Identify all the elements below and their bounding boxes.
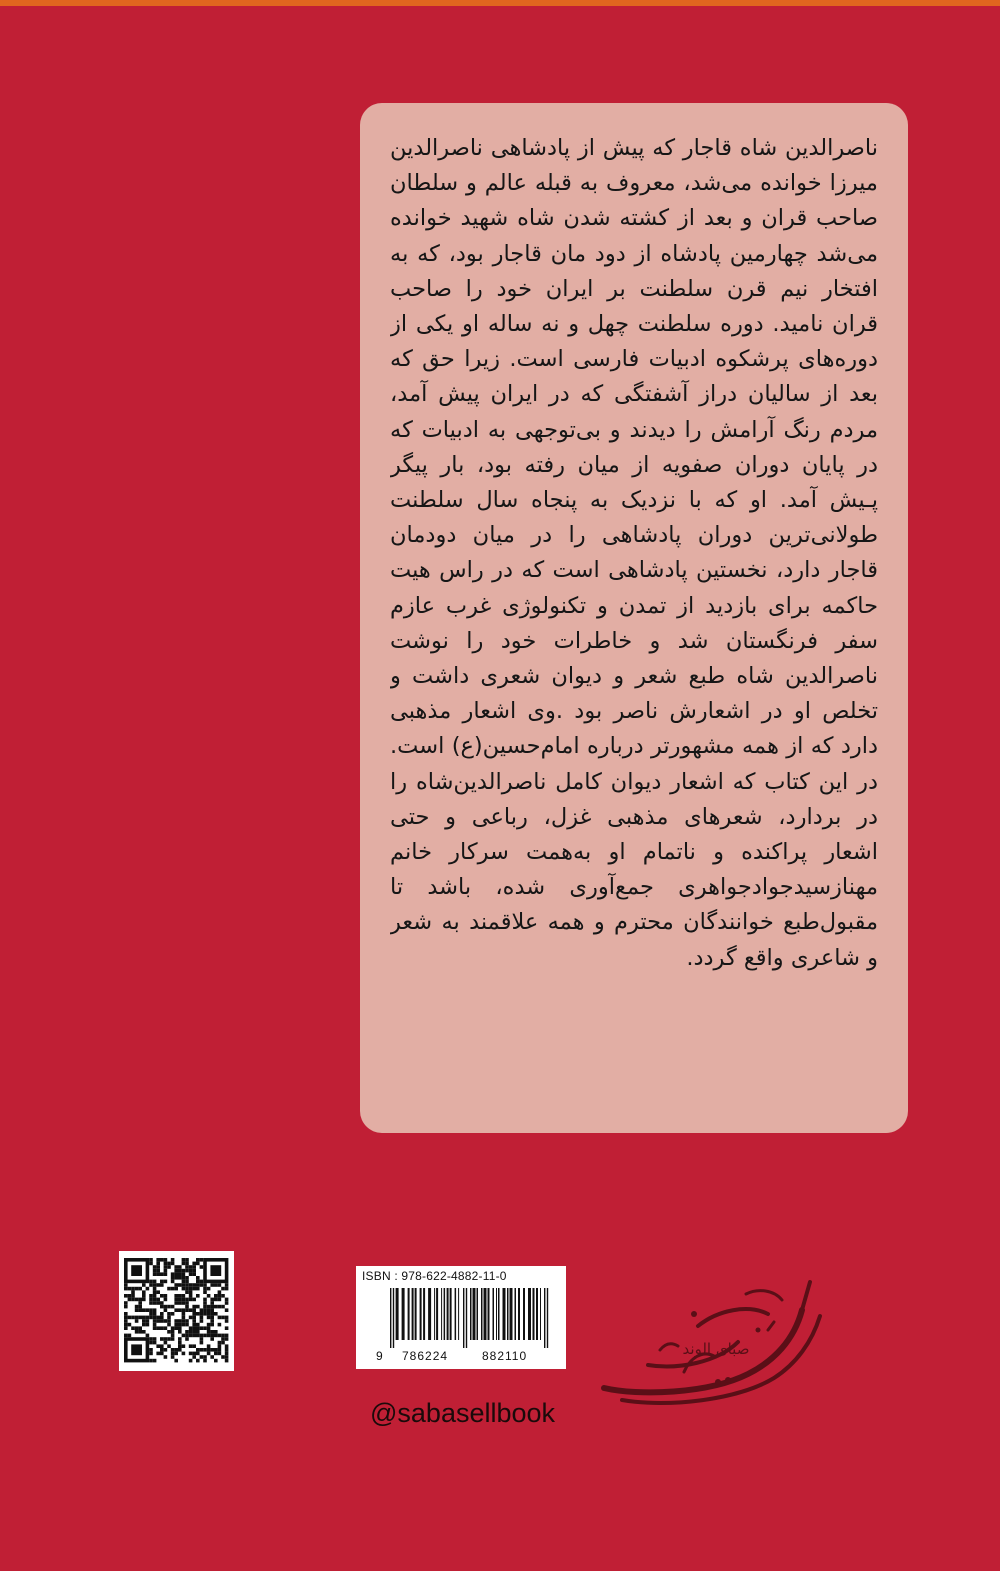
blurb-panel — [360, 103, 908, 1133]
barcode-left-digits: 786224 — [402, 1349, 449, 1363]
book-blurb: ناصرالدین شاه قاجار که پیش از پادشاهی ناصرالدین میرزا خوانده می‌شد، معروف به قبله عالم و سلطان صاحب قران و بعد از کشته شدن شاه شهید خوانده می‌شد چهارمین پادشاه از دود مان قاجار بود، که به افتخار نیم قرن سلطنت بر ایران خود را صاحب قران نامید. دوره سلطنت چهل و نه ساله او یکی از دوره‌های پرشکوه ادبیات فارسی است. زیرا حق که بعد از سالیان دراز آشفتگی که در ایران پیش آمد، مردم رنگ آرامش را دیدند و بی‌توجهی به ادبیات که در پایان دوران صفویه از میان رفته بود، بار پیگر پـیش آمد. او که با نزدیک به پنجاه سال سلطنت طولانی‌ترین دوران پادشاهی را در میان دودمان قاجار دارد، نخستین پادشاهی است که در راس هیت حاکمه برای بازدید از تمدن و تکنولوژی غرب عازم سفر فرنگستان شد و خاطرات خود را نوشت ناصرالدین شاه طبع شعر و دیوان شعری داشت و تخلص او در اشعارش ناصر بود .وی اشعار مذهبی دارد که از همه مشهورتر درباره امام‌حسین(ع) است. در این کتاب که اشعار دیوان کامل ناصرالدین‌شاه را در بردارد، شعرهای مذهبی غزل، رباعی و حتی اشعار پراکنده و ناتمام او به‌همت سرکار خانم مهنازسیدجوادجواهری جمع‌آوری شده، باشد تا مقبول‌طبع خوانندگان محترم و همه علاقمند به شعر و شاعری واقع گردد. — [390, 135, 878, 971]
social-handle: @sabasellbook — [370, 1398, 556, 1428]
isbn-barcode — [356, 1266, 566, 1369]
isbn-number: ISBN : 978-622-4882-11-0 — [362, 1269, 507, 1283]
barcode-digits — [362, 1348, 560, 1366]
barcode-icon — [362, 1286, 560, 1348]
publisher-logo-icon — [598, 1270, 824, 1410]
top-orange-strip — [0, 0, 1000, 6]
barcode-lead-digit: 9 — [376, 1349, 383, 1363]
barcode-right-digits: 882110 — [482, 1349, 528, 1363]
publisher-logo-text: صبای الوند — [682, 1340, 750, 1358]
qr-code-icon — [119, 1251, 234, 1371]
